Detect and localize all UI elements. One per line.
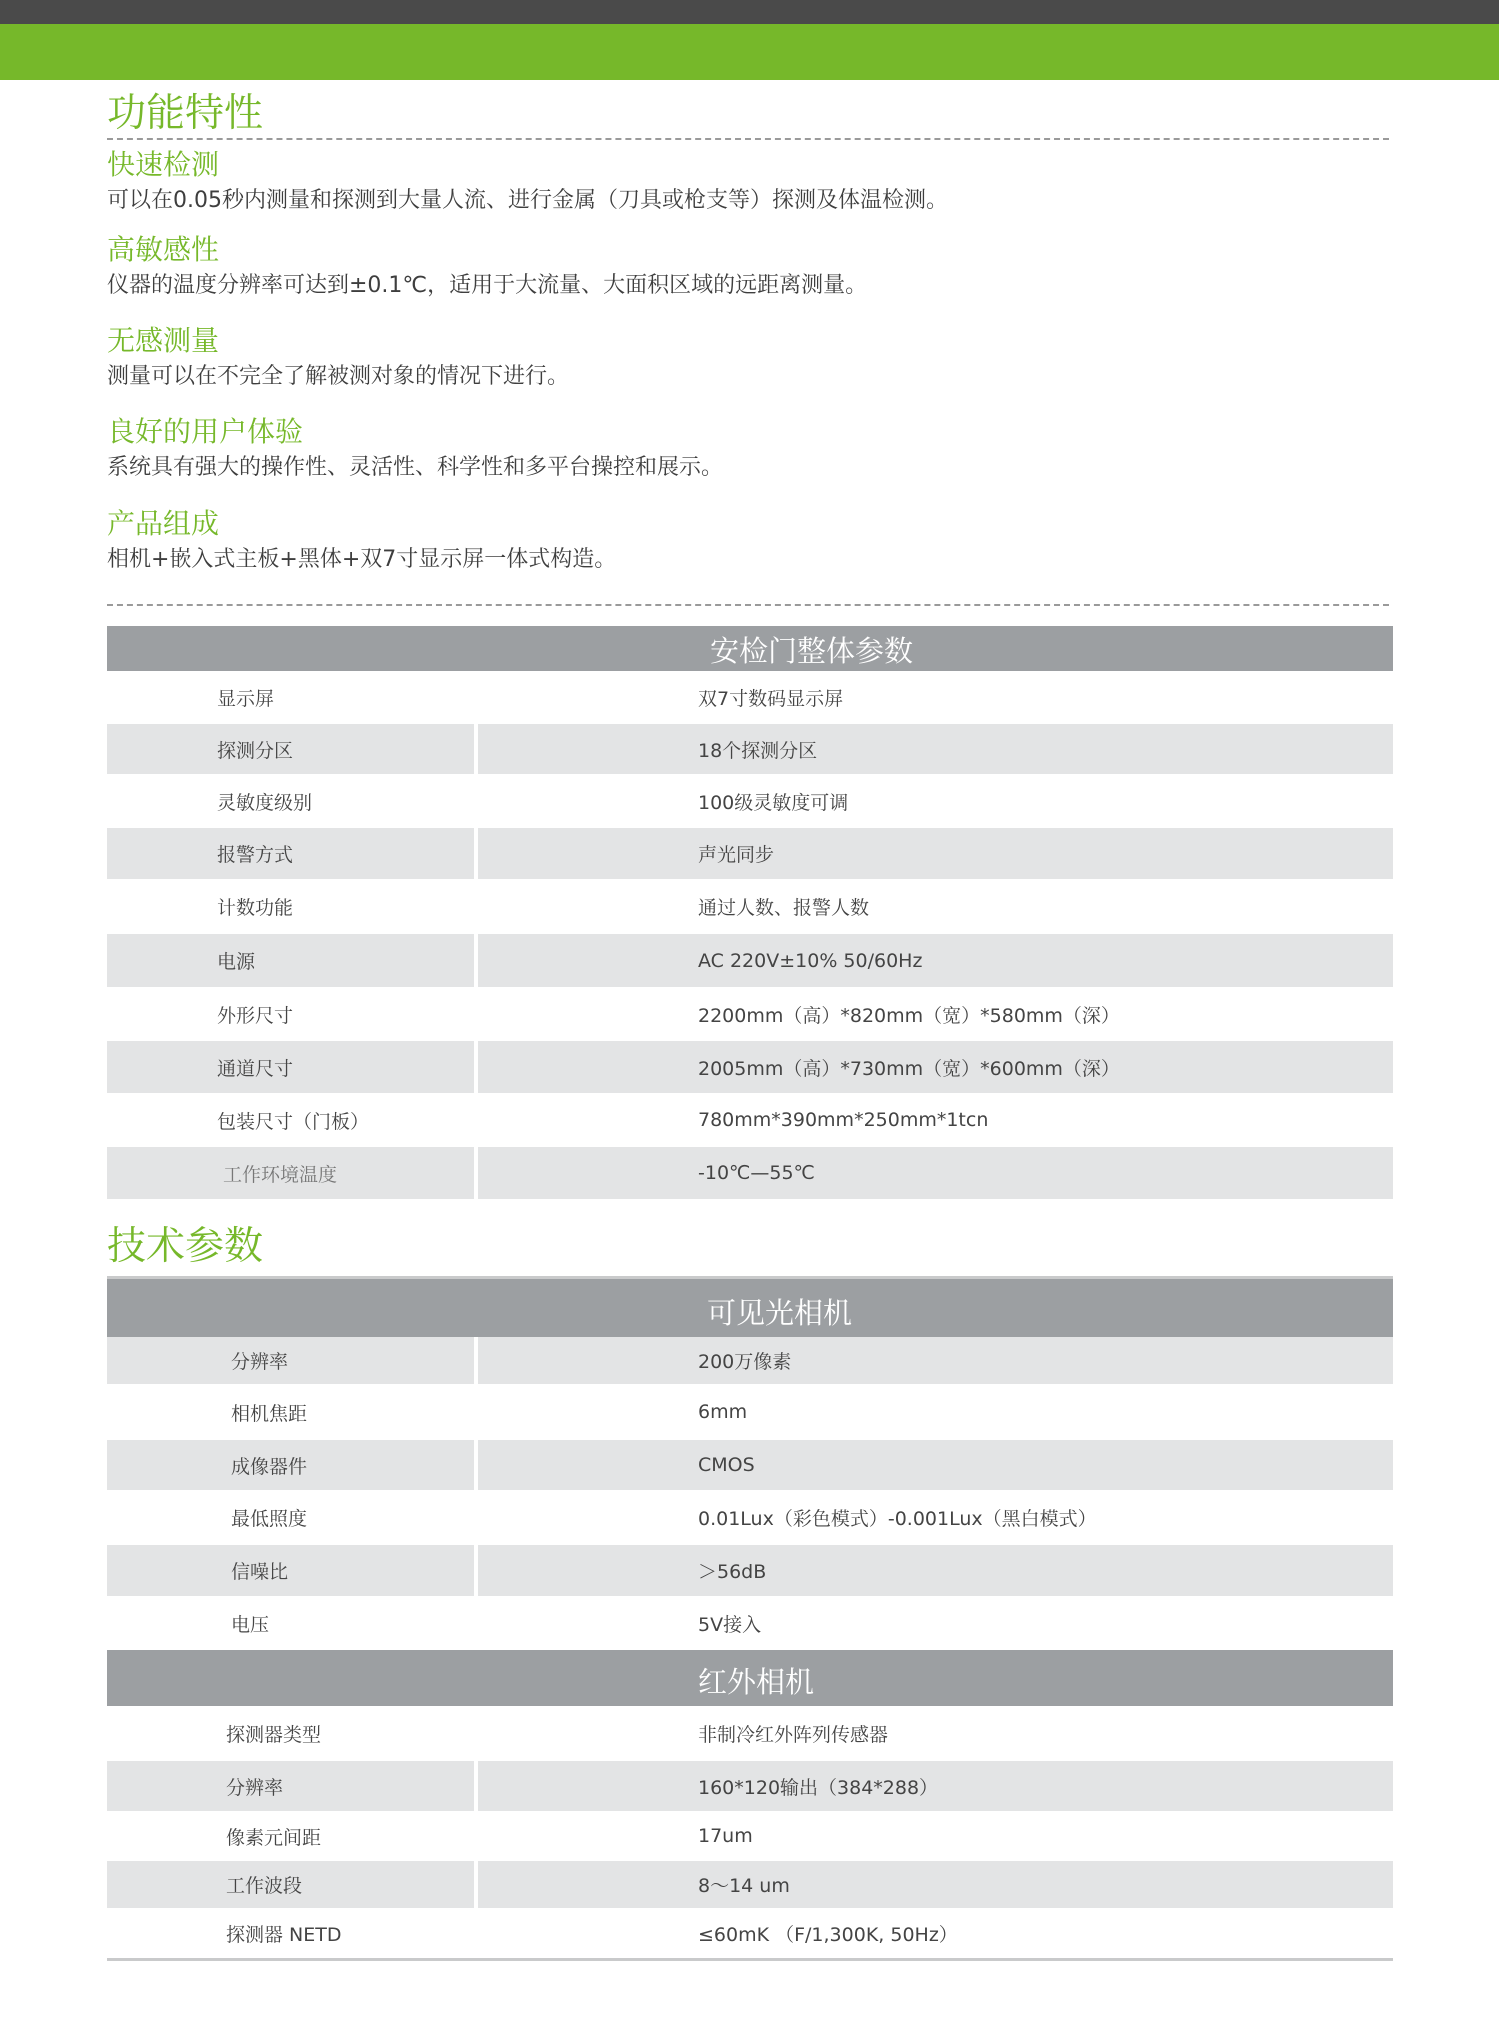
feature-item [107, 148, 948, 218]
features-section-title: 功能特性 [107, 91, 264, 136]
table-row [107, 1041, 1393, 1093]
row-label: 分辨率 [231, 1351, 289, 1373]
row-label: 成像器件 [231, 1455, 308, 1478]
row-value: ≤60mK （F/1,300K, 50Hz） [698, 1923, 958, 1946]
feature-desc: 可以在0.05秒内测量和探测到大量人流、进行金属（刀具或枪支等）探测及体温检测。 [107, 188, 948, 213]
table-row [107, 1440, 1393, 1490]
row-label: 工作波段 [226, 1875, 303, 1897]
feature-item [107, 507, 616, 577]
row-label: 最低照度 [231, 1508, 308, 1530]
row-label: 显示屏 [217, 688, 275, 710]
table-header [107, 1650, 1393, 1706]
table-row [107, 1147, 1393, 1199]
overall-params-table [107, 626, 1393, 1199]
row-label: 工作环境温度 [223, 1163, 338, 1186]
row-label: 灵敏度级别 [217, 791, 313, 814]
table-row [107, 987, 1393, 1041]
table-row [107, 1596, 1393, 1650]
table-row [107, 1545, 1393, 1596]
feature-desc: 系统具有强大的操作性、灵活性、科学性和多平台操控和展示。 [107, 455, 724, 480]
row-value: 声光同步 [698, 844, 775, 866]
table-row [107, 1908, 1393, 1958]
row-value: 8～14 um [698, 1875, 790, 1897]
row-value: 200万像素 [698, 1351, 792, 1373]
row-value: 双7寸数码显示屏 [698, 688, 844, 710]
row-value: 780mm*390mm*250mm*1tcn [698, 1109, 989, 1131]
table-row [107, 934, 1393, 987]
row-value: 6mm [698, 1401, 748, 1423]
feature-item [107, 324, 569, 394]
row-value: CMOS [698, 1454, 755, 1476]
table-row [107, 879, 1393, 934]
table-header [107, 626, 1393, 671]
table-row [107, 671, 1393, 724]
row-value: 18个探测分区 [698, 739, 818, 762]
row-value: 0.01Lux（彩色模式）-0.001Lux（黑白模式） [698, 1508, 1097, 1530]
row-value: -10℃—55℃ [698, 1162, 815, 1184]
row-label: 计数功能 [217, 897, 294, 919]
row-value: AC 220V±10% 50/60Hz [698, 949, 923, 972]
table-row [107, 1861, 1393, 1908]
row-label: 相机焦距 [231, 1402, 308, 1425]
feature-title: 高敏感性 [107, 233, 220, 266]
tech-section-title: 技术参数 [107, 1224, 264, 1269]
row-value: 100级灵敏度可调 [698, 791, 849, 814]
ir-camera-table [107, 1650, 1393, 1961]
row-label: 通道尺寸 [217, 1057, 294, 1080]
row-label: 包装尺寸（门板） [217, 1110, 370, 1133]
visible-camera-table [107, 1276, 1393, 1650]
feature-item [107, 415, 723, 485]
feature-item [107, 233, 867, 303]
table-row [107, 774, 1393, 828]
table-row [107, 1490, 1393, 1545]
feature-title: 良好的用户体验 [107, 415, 304, 448]
table-title: 安检门整体参数 [710, 634, 914, 668]
row-label: 外形尺寸 [217, 1004, 294, 1027]
row-label: 电压 [231, 1613, 270, 1636]
table-row [107, 828, 1393, 879]
row-label: 像素元间距 [226, 1826, 322, 1849]
table-row [107, 1811, 1393, 1861]
feature-desc: 仪器的温度分辨率可达到±0.1℃，适用于大流量、大面积区域的远距离测量。 [107, 273, 868, 298]
row-value: 通过人数、报警人数 [698, 897, 870, 919]
row-label: 探测分区 [217, 739, 294, 762]
row-value: 非制冷红外阵列传感器 [698, 1724, 889, 1746]
table-row [107, 1706, 1393, 1761]
table-row [107, 1761, 1393, 1811]
dashed-divider [107, 604, 1389, 606]
feature-title: 产品组成 [107, 507, 220, 540]
table-title: 可见光相机 [707, 1296, 853, 1330]
top-green-bar [0, 24, 1499, 80]
top-dark-bar [0, 0, 1499, 24]
row-label: 报警方式 [217, 844, 294, 866]
row-value: 17um [698, 1825, 753, 1847]
row-label: 电源 [217, 951, 256, 973]
row-label: 信噪比 [231, 1561, 289, 1583]
feature-title: 无感测量 [107, 324, 220, 357]
dashed-divider [107, 138, 1389, 140]
feature-title: 快速检测 [107, 148, 220, 181]
row-label: 分辨率 [226, 1776, 284, 1799]
row-label: 探测器类型 [226, 1724, 322, 1746]
feature-desc: 相机+嵌入式主板+黑体+双7寸显示屏一体式构造。 [107, 547, 617, 572]
row-value: 2005mm（高）*730mm（宽）*600mm（深） [698, 1057, 1120, 1080]
feature-desc: 测量可以在不完全了解被测对象的情况下进行。 [107, 364, 570, 389]
table-header [107, 1279, 1393, 1337]
table-row [107, 1384, 1393, 1440]
row-label: 探测器 NETD [226, 1923, 342, 1946]
table-row [107, 1337, 1393, 1384]
row-value: 2200mm（高）*820mm（宽）*580mm（深） [698, 1004, 1120, 1027]
row-value: ＞56dB [698, 1561, 767, 1583]
table-row [107, 724, 1393, 774]
table-title: 红外相机 [698, 1665, 815, 1699]
table-bottom-rule [107, 1958, 1393, 1961]
row-value: 160*120输出（384*288） [698, 1776, 939, 1799]
row-value: 5V接入 [698, 1613, 762, 1636]
table-row [107, 1093, 1393, 1147]
